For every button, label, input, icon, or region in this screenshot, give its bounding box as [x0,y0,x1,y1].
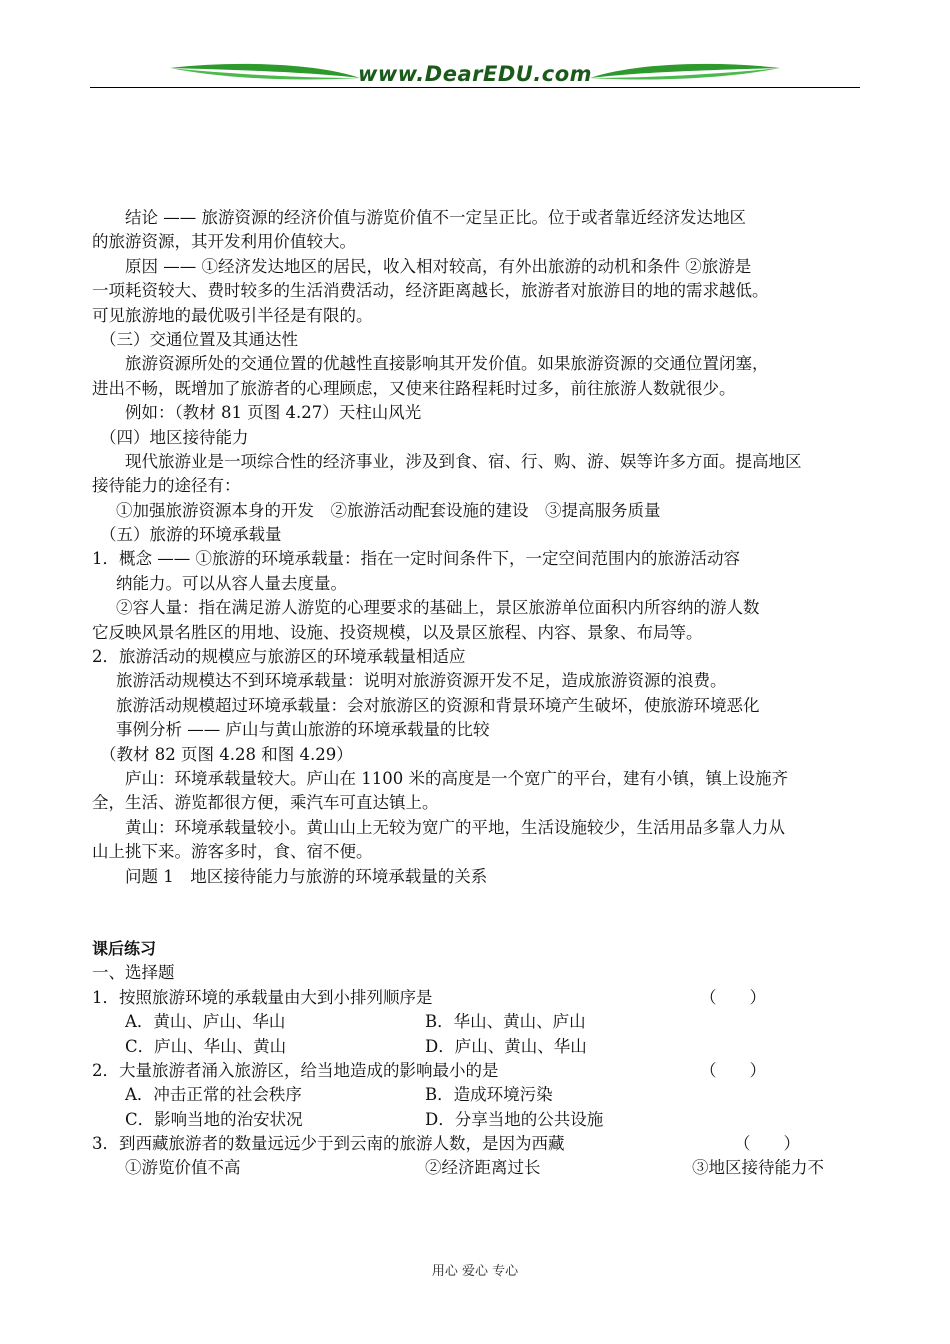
text-line: 结论 —— 旅游资源的经济价值与游览价值不一定呈正比。位于或者靠近经济发达地区 [125,208,746,227]
text-line: 它反映风景名胜区的用地、设施、投资规模，以及景区旅程、内容、景象、布局等。 [92,622,703,642]
text-line: （教材 82 页图 4.28 和图 4.29） [100,744,353,764]
options-row [92,1083,862,1107]
option-3: ③地区接待能力不 [692,1158,824,1178]
question-2-text: 2．大量旅游者涌入旅游区，给当地造成的影响最小的是 [92,1060,499,1080]
text-line: （四）地区接待能力 [100,427,249,447]
text-line: 事例分析 —— 庐山与黄山旅游的环境承载量的比较 [116,720,490,740]
text-line: 旅游活动规模达不到环境承载量：说明对旅游资源开发不足，造成旅游资源的浪费。 [116,671,727,691]
text-line: 旅游活动规模超过环境承载量：会对旅游区的资源和背景环境产生破坏，使旅游环境恶化 [116,695,760,715]
option-b: B．华山、黄山、庐山 [425,1012,586,1032]
document-body [92,206,862,1181]
option-2: ②经济距离过长 [425,1158,541,1178]
option-c: C．影响当地的治安状况 [125,1109,303,1129]
option-c: C．庐山、华山、黄山 [125,1036,287,1056]
text-line: 纳能力。可以从容人量去度量。 [116,573,347,593]
options-row [92,1156,862,1180]
site-header [90,58,860,90]
option-a: A．冲击正常的社会秩序 [125,1085,302,1105]
text-line: （三）交通位置及其通达性 [100,329,298,349]
question-3 [92,1132,862,1156]
site-logo-text: www.DearEDU.com [357,62,593,86]
text-line: 原因 —— ①经济发达地区的居民，收入相对较高，有外出旅游的动机和条件 ②旅游是 [125,256,752,276]
option-a: A．黄山、庐山、华山 [125,1012,286,1032]
header-divider [90,87,860,88]
question-3-text: 3．到西藏旅游者的数量远远少于到云南的旅游人数，是因为西藏 [92,1134,565,1154]
body-text [92,206,862,889]
option-d: D．庐山、黄山、华山 [425,1036,587,1056]
text-line: 现代旅游业是一项综合性的经济事业，涉及到食、宿、行、购、游、娱等许多方面。提高地区 [125,451,802,471]
text-line: 全，生活、游览都很方便，乘汽车可直达镇上。 [92,793,439,813]
options-row [92,1035,862,1059]
options-row [92,1108,862,1132]
text-line: ②容人量：指在满足游人游览的心理要求的基础上，景区旅游单位面积内所容纳的游人数 [116,598,760,618]
text-line: ①加强旅游资源本身的开发 ②旅游活动配套设施的建设 ③提高服务质量 [116,500,661,520]
text-line: 例如：（教材 81 页图 4.27）天柱山风光 [125,403,422,423]
answer-blank: （ ） [700,987,766,1007]
text-line: （五）旅游的环境承载量 [100,525,282,545]
question-2 [92,1059,862,1083]
question-1 [92,986,862,1010]
text-line: 庐山：环境承载量较大。庐山在 1100 米的高度是一个宽广的平台，建有小镇，镇上设施齐 [125,768,788,788]
text-line: 黄山：环境承载量较小。黄山山上无较为宽广的平地，生活设施较少，生活用品多靠人力从 [125,817,785,837]
text-line: 一项耗资较大、费时较多的生活消费活动，经济距离越长，旅游者对旅游目的地的需求越低。 [92,281,769,301]
text-line: 接待能力的途径有： [92,476,241,496]
text-line: 山上挑下来。游客多时，食、宿不便。 [92,842,373,862]
option-1: ①游览价值不高 [125,1158,241,1178]
text-line: 2．旅游活动的规模应与旅游区的环境承载量相适应 [92,647,466,667]
page-footer: 用心 爱心 专心 [431,1264,519,1279]
section-heading: 一、选择题 [92,963,175,983]
exercise-title: 课后练习 [92,938,157,958]
text-line: 可见旅游地的最优吸引半径是有限的。 [92,305,373,325]
text-line: 1．概念 —— ①旅游的环境承载量：指在一定时间条件下，一定空间范围内的旅游活动容 [92,549,740,569]
section-spacer [92,889,862,937]
text-line: 旅游资源所处的交通位置的优越性直接影响其开发价值。如果旅游资源的交通位置闭塞， [125,354,769,374]
answer-blank: （ ） [734,1134,800,1154]
option-b: B．造成环境污染 [425,1085,553,1105]
text-line: 问题 1 地区接待能力与旅游的环境承载量的关系 [125,866,488,886]
question-1-text: 1．按照旅游环境的承载量由大到小排列顺序是 [92,987,433,1007]
text-line: 进出不畅，既增加了旅游者的心理顾虑，又使来往路程耗时过多，前往旅游人数就很少。 [92,378,736,398]
text-line: 的旅游资源，其开发利用价值较大。 [92,232,356,252]
options-row [92,1010,862,1034]
answer-blank: （ ） [700,1060,766,1080]
option-d: D．分享当地的公共设施 [425,1109,604,1129]
